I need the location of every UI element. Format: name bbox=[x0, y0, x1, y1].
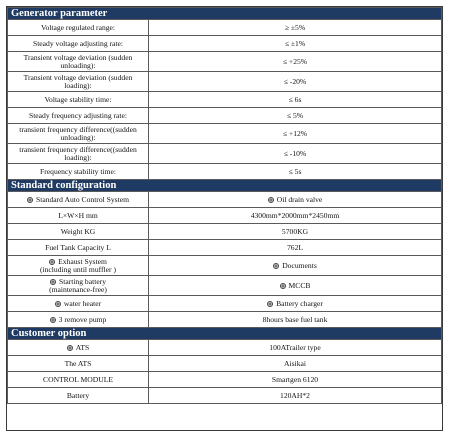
config-left: 3 remove pump bbox=[8, 312, 149, 328]
table-row bbox=[8, 20, 442, 36]
table-row bbox=[8, 372, 442, 388]
option-right: 120AH*2 bbox=[149, 388, 442, 404]
param-value: ≤ ±1% bbox=[149, 36, 442, 52]
option-right: Aisikai bbox=[149, 356, 442, 372]
section-header-generator bbox=[8, 8, 442, 20]
spec-sheet bbox=[6, 6, 443, 431]
table-row bbox=[8, 388, 442, 404]
table-row bbox=[8, 276, 442, 296]
table-row bbox=[8, 356, 442, 372]
param-label-line1: Transient voltage deviation (sudden bbox=[23, 52, 133, 62]
param-label: Frequency stability time: bbox=[8, 164, 149, 180]
config-left: Standard Auto Control System bbox=[8, 192, 149, 208]
param-label-line1: transient frequency difference((sudden bbox=[19, 144, 137, 154]
config-right: Oil drain valve bbox=[149, 192, 442, 208]
bullet-icon bbox=[280, 283, 286, 289]
config-right: Battery charger bbox=[149, 296, 442, 312]
param-label: Voltage regulated range: bbox=[8, 20, 149, 36]
bullet-icon bbox=[67, 345, 73, 351]
option-right: Smartgen 6120 bbox=[149, 372, 442, 388]
param-value: ≤ 5s bbox=[149, 164, 442, 180]
config-left: Fuel Tank Capacity L bbox=[8, 240, 149, 256]
param-value: ≤ +12% bbox=[149, 124, 442, 144]
param-label: Steady voltage adjusting rate: bbox=[8, 36, 149, 52]
section-title: Standard configuration bbox=[8, 180, 442, 192]
table-row bbox=[8, 108, 442, 124]
bullet-icon bbox=[55, 301, 61, 307]
bullet-icon bbox=[273, 263, 279, 269]
config-right: MCCB bbox=[149, 276, 442, 296]
param-label-line2: loading): bbox=[64, 80, 92, 90]
table-row bbox=[8, 52, 442, 72]
bullet-icon bbox=[268, 197, 274, 203]
param-label-line2: loading): bbox=[64, 152, 92, 162]
param-label bbox=[8, 124, 149, 144]
table-row bbox=[8, 240, 442, 256]
table-row bbox=[8, 296, 442, 312]
config-left: water heater bbox=[8, 296, 149, 312]
param-value: ≤ 5% bbox=[149, 108, 442, 124]
param-label bbox=[8, 144, 149, 164]
bullet-icon bbox=[267, 301, 273, 307]
section-header-standard bbox=[8, 180, 442, 192]
option-left: Battery bbox=[8, 388, 149, 404]
table-row bbox=[8, 124, 442, 144]
bullet-icon bbox=[50, 317, 56, 323]
param-label bbox=[8, 72, 149, 92]
param-value: ≤ -10% bbox=[149, 144, 442, 164]
spec-table bbox=[7, 7, 442, 404]
param-label-line2: unloading): bbox=[60, 60, 96, 70]
config-right: 4300mm*2000mm*2450mm bbox=[149, 208, 442, 224]
table-row bbox=[8, 224, 442, 240]
config-left: Starting battery (maintenance-free) bbox=[8, 276, 149, 296]
param-label-line1: Transient voltage deviation (sudden bbox=[23, 72, 133, 82]
param-label: Voltage stability time: bbox=[8, 92, 149, 108]
option-left: ATS bbox=[8, 340, 149, 356]
param-value: ≤ -20% bbox=[149, 72, 442, 92]
option-left: CONTROL MODULE bbox=[8, 372, 149, 388]
table-row bbox=[8, 192, 442, 208]
table-row bbox=[8, 164, 442, 180]
param-label bbox=[8, 52, 149, 72]
table-row bbox=[8, 312, 442, 328]
config-right: 762L bbox=[149, 240, 442, 256]
section-header-customer bbox=[8, 328, 442, 340]
config-left: Weight KG bbox=[8, 224, 149, 240]
table-row bbox=[8, 208, 442, 224]
config-right: Documents bbox=[149, 256, 442, 276]
param-label: Steady frequency adjusting rate: bbox=[8, 108, 149, 124]
param-value: ≤ 6s bbox=[149, 92, 442, 108]
table-row bbox=[8, 36, 442, 52]
table-row bbox=[8, 92, 442, 108]
option-right: 100ATrailer type bbox=[149, 340, 442, 356]
section-title: Generator parameter bbox=[8, 8, 442, 20]
table-row bbox=[8, 256, 442, 276]
param-value: ≤ +25% bbox=[149, 52, 442, 72]
bullet-icon bbox=[27, 197, 33, 203]
table-row bbox=[8, 72, 442, 92]
section-title: Customer option bbox=[8, 328, 442, 340]
config-right: 5700KG bbox=[149, 224, 442, 240]
table-row bbox=[8, 144, 442, 164]
param-value: ≥ ±5% bbox=[149, 20, 442, 36]
config-left: L×W×H mm bbox=[8, 208, 149, 224]
table-row bbox=[8, 340, 442, 356]
config-left: Exhaust System (including until muffler ) bbox=[8, 256, 149, 276]
param-label-line1: transient frequency difference((sudden bbox=[19, 124, 137, 134]
config-right: 8hours base fuel tank bbox=[149, 312, 442, 328]
option-left: The ATS bbox=[8, 356, 149, 372]
param-label-line2: unloading): bbox=[60, 132, 96, 142]
